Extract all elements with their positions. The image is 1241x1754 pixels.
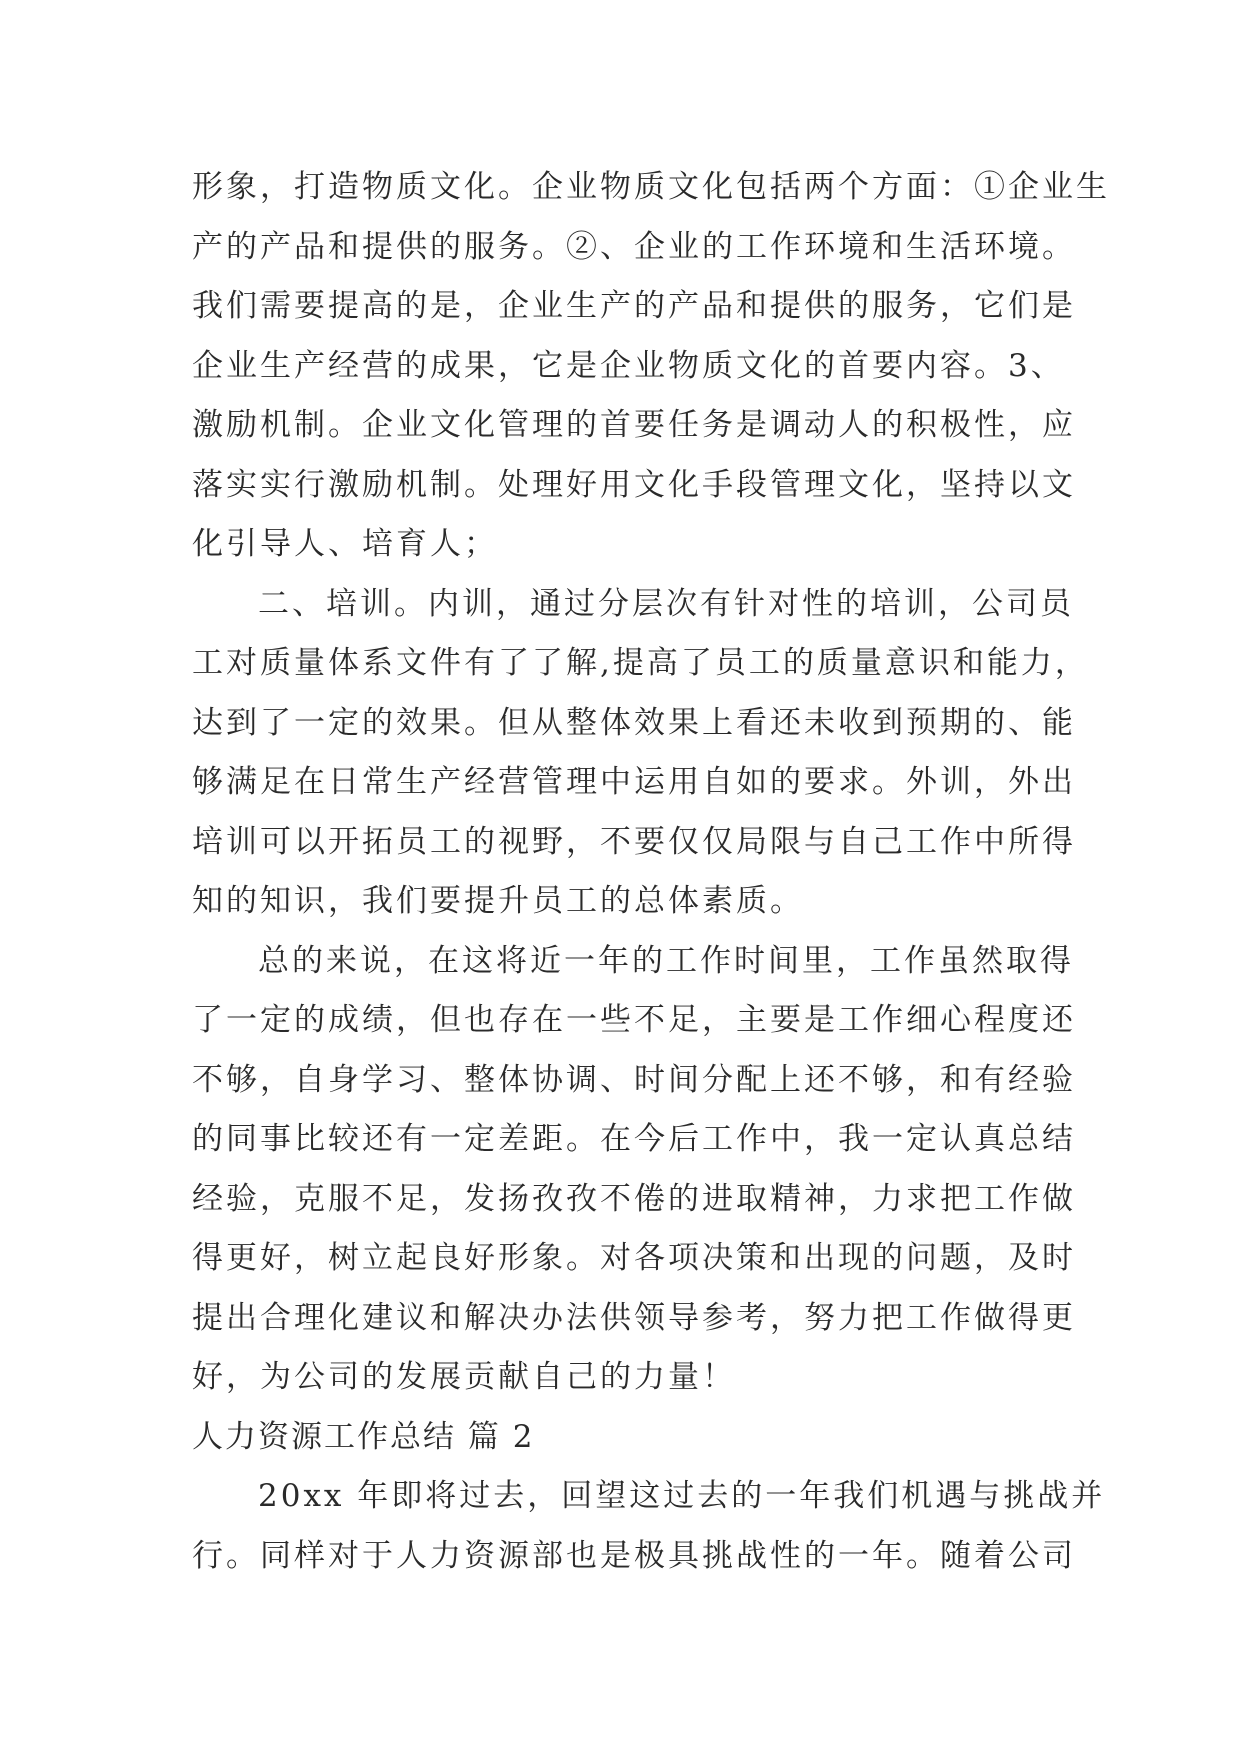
text-line: 提出合理化建议和解决办法供领导参考，努力把工作做得更 <box>192 1299 1076 1336</box>
text-line: 知的知识，我们要提升员工的总体素质。 <box>192 883 804 919</box>
text-line: 激励机制。企业文化管理的首要任务是调动人的积极性，应 <box>192 407 1076 443</box>
text-line: 我们需要提高的是，企业生产的产品和提供的服务，它们是 <box>192 288 1076 324</box>
text-line: 够满足在日常生产经营管理中运用自如的要求。外训，外出 <box>192 764 1076 800</box>
text-line: 形象，打造物质文化。企业物质文化包括两个方面：①企业生 <box>192 169 1110 205</box>
text-line: 化引导人、培育人； <box>192 526 498 562</box>
text-line: 行。同样对于人力资源部也是极具挑战性的一年。随着公司 <box>192 1537 1076 1574</box>
text-line: 了一定的成绩，但也存在一些不足，主要是工作细心程度还 <box>192 1002 1076 1038</box>
section-heading: 人力资源工作总结 篇 2 <box>192 1418 535 1455</box>
text-line: 得更好，树立起良好形象。对各项决策和出现的问题，及时 <box>192 1240 1076 1276</box>
text-line: 经验，克服不足，发扬孜孜不倦的进取精神，力求把工作做 <box>192 1180 1076 1217</box>
text-line: 培训可以开拓员工的视野，不要仅仅局限与自己工作中所得 <box>192 823 1076 860</box>
text-line: 工对质量体系文件有了了解,提高了员工的质量意识和能力， <box>192 645 1089 681</box>
text-line: 企业生产经营的成果，它是企业物质文化的首要内容。3、 <box>192 347 1065 384</box>
text-line: 达到了一定的效果。但从整体效果上看还未收到预期的、能 <box>192 704 1076 741</box>
text-line: 产的产品和提供的服务。②、企业的工作环境和生活环境。 <box>192 228 1076 265</box>
text-line: 好，为公司的发展贡献自己的力量！ <box>192 1359 736 1395</box>
paragraph-first-line: 二、培训。内训，通过分层次有针对性的培训，公司员 <box>258 585 1074 622</box>
text-line: 的同事比较还有一定差距。在今后工作中，我一定认真总结 <box>192 1121 1076 1157</box>
text-line: 落实实行激励机制。处理好用文化手段管理文化，坚持以文 <box>192 466 1076 503</box>
document-page <box>192 158 1110 1586</box>
paragraph-first-line: 总的来说，在这将近一年的工作时间里，工作虽然取得 <box>258 942 1074 979</box>
text-line: 不够，自身学习、整体协调、时间分配上还不够，和有经验 <box>192 1061 1076 1098</box>
paragraph-first-line: 20xx 年即将过去，回望这过去的一年我们机遇与挑战并 <box>258 1478 1106 1514</box>
